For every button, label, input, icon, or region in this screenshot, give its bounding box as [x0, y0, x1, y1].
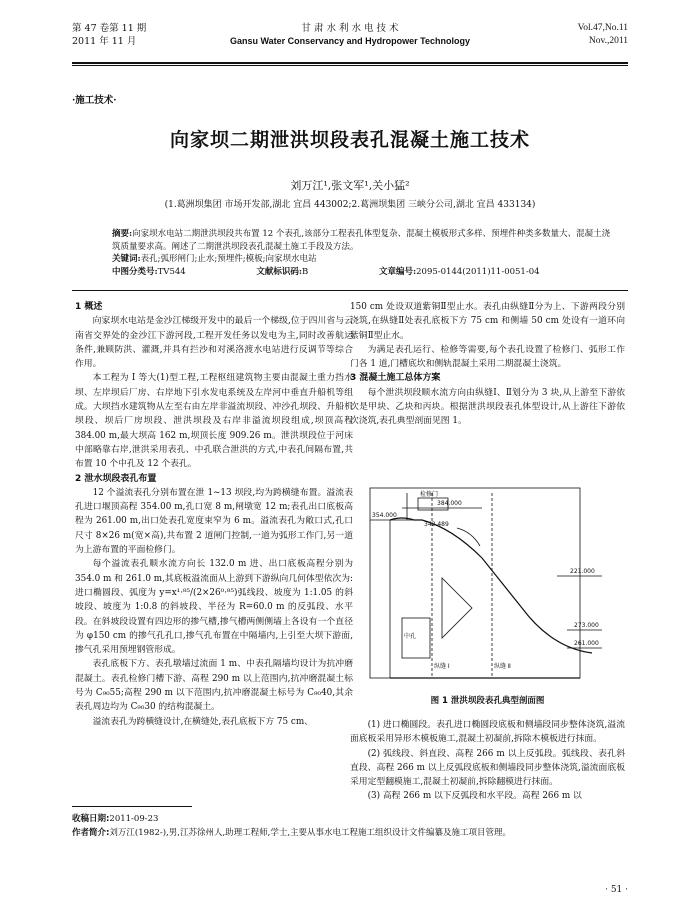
label-221: 221.000: [570, 568, 595, 575]
paragraph: 溢流表孔为跨横缝设计,在横缝处,表孔底板下方 75 cm、: [92, 716, 313, 727]
journal-title-cn: 甘 肃 水 利 水 电 技 术: [301, 23, 399, 34]
section-heading: 1 概述: [75, 302, 103, 312]
author-bio-label: 作者简介:: [72, 828, 110, 838]
doc-code-label: 文献标识码:: [256, 266, 303, 277]
article-no-value: 2095-0144(2011)11-0051-04: [416, 266, 540, 277]
paragraph: 每个泄洪坝段顺水流方向由纵缝Ⅰ、Ⅱ划分为 3 块,从上游至下游依次是甲块、乙块和丙块。根据泄洪坝段表孔体型设计,从上游往下游依次浇筑,表孔典型剖面见图 1。: [350, 387, 625, 427]
paragraph: 表孔底板下方、表孔墩墙过流面 1 m、中表孔隔墙均设计为抗冲磨混凝土。表孔检修门槽下游、高程 290 m 以上范围内,抗冲磨混凝土标号为 C₉₀55;高程 290 m 以下范围内,抗冲磨混凝土标号为 C₉₀40,其余表孔周边均为 C₉₀30 的结构混凝土。: [75, 659, 353, 713]
issue-date: 2011 年 11 月: [72, 36, 137, 47]
paragraph: (1) 进口椭圆段。表孔进口椭圆段底板和侧墙段同步整体浇筑,溢流面底板采用异形木模板施工,混凝土初凝前,拆除木模板进行抹面。: [350, 720, 625, 745]
article-no-label: 文章编号:: [378, 266, 417, 277]
abstract-text: 向家坝水电站二期泄洪坝段共布置 12 个表孔,该部分工程表孔体型复杂、混凝土模板形式多样、预埋件种类多数量大、混凝土浇筑质量要求高。阐述了二期泄洪坝段表孔混凝土施工手段及方法。: [112, 229, 611, 252]
received-date: [72, 812, 632, 826]
paragraph: (2) 弧线段、斜直段、高程 266 m 以上反弧段。弧线段、表孔斜直段、高程 266 m 以上反弧段底板和侧墙段同步整体浇筑,溢流面底板采用定型翻模施工,混凝土初凝前,拆除翻模进行抹面。: [350, 748, 625, 788]
label-273: 273.000: [574, 622, 599, 629]
received-value: 2011-09-23: [109, 814, 159, 824]
keywords-text: 表孔;弧形闸门;止水;预埋件;模板;向家坝水电站: [140, 254, 317, 264]
paragraph: 本工程为 I 等大(1)型工程,工程枢纽建筑物主要由混凝土重力挡水坝、左岸坝后厂房、右岸地下引水发电系统及左岸河中垂直升船机等组成。大坝挡水建筑物从左至右由左岸非溢流坝段、冲沙孔坝段、升船机坝段、坝后厂房坝段、泄洪坝段及右岸非溢流坝段组成,坝顶高程 384.00 m,最大坝高 162 m,坝顶长度 909.26 m。泄洪坝段位于河床中部略靠右岸,泄洪采用表孔、中孔联合泄洪的方式,中表孔间隔布置,共布置 10 个中孔及 12 个表孔。: [75, 373, 353, 470]
clc-label: 中图分类号:: [112, 266, 158, 277]
paragraph: (3) 高程 266 m 以下反弧段和水平段。高程 266 m 以: [367, 791, 582, 802]
header-rule: [72, 62, 628, 64]
label-342: 342.489: [424, 521, 449, 528]
label-261: 261.000: [574, 640, 599, 647]
volume-issue-en: Vol.47,No.11: [577, 23, 628, 33]
paragraph: 向家坝水电站是金沙江梯级开发中的最后一个梯级,位于四川省与云南省交界处的金沙江下游河段,工程开发任务以发电为主,同时改善航运条件,兼顾防洪、灌溉,并具有拦沙和对溪洛渡水电站进行反调节等综合作用。: [75, 316, 353, 370]
figure-caption: 图 1 泄洪坝段表孔典型剖面图: [430, 696, 545, 706]
clc-value: TV544: [157, 266, 186, 277]
running-header: [72, 22, 628, 62]
label-joint-1: 纵缝 Ⅰ: [434, 663, 450, 670]
drawing-frame: [370, 488, 580, 678]
received-label: 收稿日期:: [72, 814, 110, 824]
header-right: [578, 22, 628, 48]
header-center: [72, 22, 628, 48]
doc-code-value: B: [302, 266, 309, 277]
keywords: [112, 253, 612, 266]
label-354: 354.000: [372, 512, 397, 519]
issue-date-en: Nov.,2011: [588, 36, 628, 46]
abstract-rule: [72, 290, 628, 291]
page-number: · 51 ·: [605, 885, 628, 895]
footnote: [72, 812, 632, 840]
paragraph: 150 cm 处设双道紫铜Ⅱ型止水。表孔由纵缝Ⅱ分为上、下游两段分别浇筑,在纵缝Ⅱ处表孔底板下方 75 cm 和侧墙 50 cm 处设有一道环向紫铜Ⅱ型止水。: [350, 302, 625, 341]
footnote-rule: [72, 806, 192, 807]
section-heading: 2 泄水坝段表孔布置: [75, 473, 157, 484]
paper-title: 向家坝二期泄洪坝段表孔混凝土施工技术: [169, 129, 530, 151]
label-joint-2: 纵缝 Ⅱ: [494, 663, 511, 670]
authors: 刘万江¹,张文军¹,关小猛²: [290, 179, 410, 192]
section-heading: 3 混凝土施工总体方案: [350, 373, 441, 384]
spillway-profile: [390, 518, 592, 653]
journal-title-en: Gansu Water Conservancy and Hydropower Technology: [229, 36, 471, 46]
section-drawing: [362, 458, 612, 688]
paragraph: 为满足表孔运行、检修等需要,每个表孔设置了检修门、弧形工作门各 1 道,门槽底坎和侧轨混凝土采用二期混凝土浇筑。: [350, 344, 625, 370]
radial-gate: [457, 528, 480, 546]
abstract: [112, 228, 612, 253]
paragraph: 每个溢流表孔顺水流方向长 132.0 m 进、出口底板高程分别为 354.0 m 和 261.0 m,其底板溢流面从上游到下游纵向几何体型依次为:进口椭圆段、弧度为 y=x¹·⁸⁵/(2×26⁰·⁸⁵)弧线段、坡度为 1:1.05 的斜坡段、坡度为 1:0.8 的斜坡段、半径为 R=60.0 m 的反弧段、水平段。在斜坡段设置有四边形的掺气槽,掺气槽两侧侧墙上各设有一个直径为 φ150 cm 的掺气孔孔口,掺气孔布置在中隔墙内,上引至大坝下游面,掺气孔采用预埋钢管形成。: [75, 559, 353, 656]
abstract-label: 摘要:: [112, 229, 133, 239]
left-column: [75, 300, 353, 729]
label-middle-outlet: 中孔: [404, 633, 417, 640]
author-bio-text: 刘万江(1982-),男,江苏徐州人,助理工程师,学士,主要从事水电工程施工组织设计文件编纂及施工项目管理。: [109, 828, 512, 838]
label-384: 384.000: [437, 500, 462, 507]
aeration-slot: [442, 578, 472, 638]
paragraph: 12 个溢流表孔分别布置在泄 1~13 坝段,均为跨横缝布置。溢流表孔进口堰顶高程 354.00 m,孔口宽 8 m,闸墩宽 12 m;表孔出口底板高程为 261.00 m,出口处表孔宽度束窄为 6 m。溢流表孔为敞口式,孔口尺寸 8×26 m(宽×高),共布置 2 道闸门控制,一道为弧形工作门,另一道为上游布置的平面检修门。: [75, 487, 353, 556]
label-maintenance-door: 检修门: [420, 491, 439, 498]
header-rule-thin: [72, 65, 628, 66]
right-column: [350, 300, 625, 429]
abstract-block: [112, 228, 612, 278]
affiliations: (1.葛洲坝集团 市场开发部,湖北 宜昌 443002;2.葛洲坝集团 三峡分公司,湖北 宜昌 433134): [164, 200, 536, 210]
section-tag: ·施工技术·: [72, 95, 117, 106]
classification-line: [112, 266, 612, 279]
keywords-label: 关键词:: [112, 254, 141, 264]
volume-issue: 第 47 卷第 11 期: [72, 23, 147, 34]
right-column-lower: [350, 718, 625, 804]
author-bio: [72, 826, 632, 840]
